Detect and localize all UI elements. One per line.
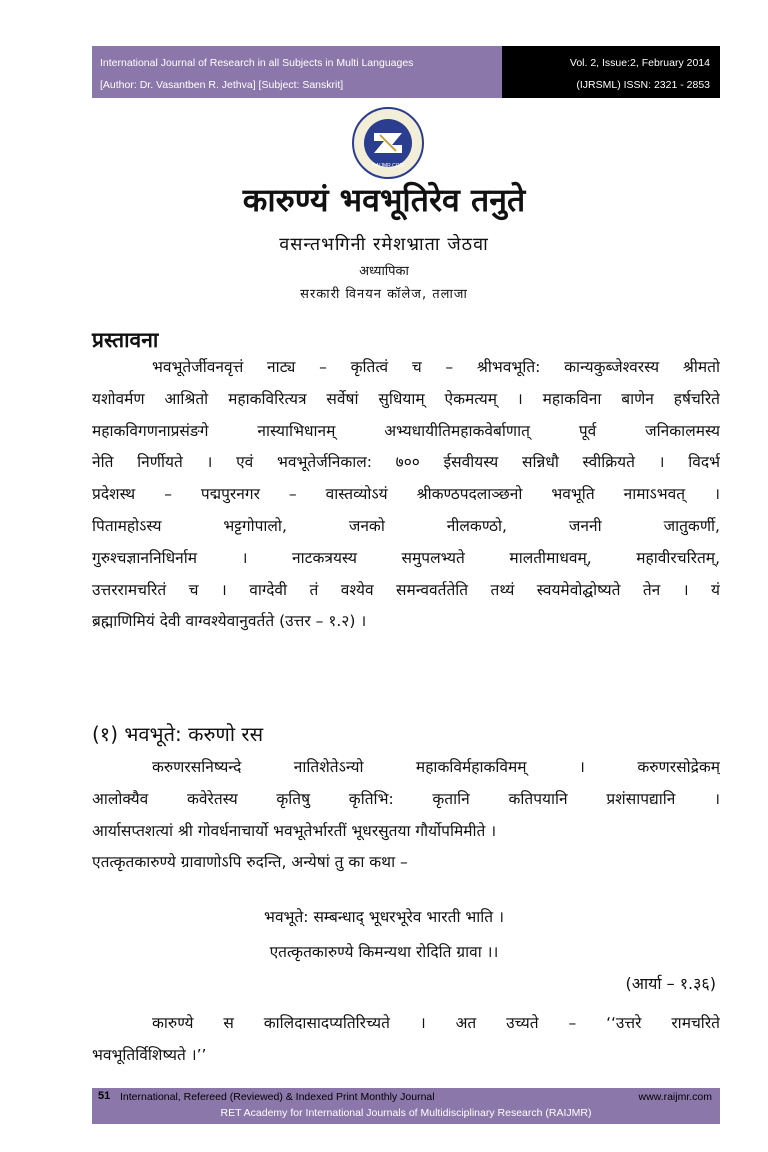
journal-name: International Journal of Research in all Subjects in Multi Languages bbox=[100, 57, 414, 69]
paragraph-line: उत्तररामचरितं च । वाग्देवी तं वश्येव समन्ववर्ततेति तथ्यं स्वयमेवोद्घोष्यते तेन । यं bbox=[92, 580, 720, 599]
author-designation: अध्यापिका bbox=[359, 264, 409, 279]
journal-footer bbox=[92, 1088, 720, 1124]
verse-line-2: एतत्कृतकारुण्ये किमन्यथा रोदिति ग्रावा ।। bbox=[269, 943, 499, 961]
paragraph-line: पितामहोऽस्य भट्टगोपालो, जनको नीलकण्ठो, जननी जातुकर्णी, bbox=[92, 516, 720, 535]
footer-publisher: RET Academy for International Journals of Multidisciplinary Research (RAIJMR) bbox=[220, 1107, 592, 1119]
section-heading-introduction: प्रस्तावना bbox=[92, 328, 159, 352]
paragraph-line: आर्यासप्तशत्यां श्री गोवर्धनाचार्यो भवभूतेर्भारतीं भूधरसुतया गौर्योपमिमीते । bbox=[92, 821, 497, 840]
volume-info: Vol. 2, Issue:2, February 2014 bbox=[569, 57, 710, 69]
paragraph-line: भवभूतेर्जीवनवृत्तं नाट्य – कृतित्वं च – श्रीभवभूति: कान्यकुब्जेश्वरस्य श्रीमतो bbox=[152, 358, 720, 376]
header-right bbox=[502, 46, 720, 98]
paragraph-line: नेति निर्णीयते । एवं भवभूतेर्जनिकाल: ७०० ईसवीयस्य सन्निधौ स्वीक्रियते । विदर्भ bbox=[92, 453, 720, 472]
paragraph-line: गुरुश्चज्ञाननिधिर्नाम । नाटकत्रयस्य समुपलभ्यते मालतीमाधवम्, महावीरचरितम्, bbox=[92, 548, 720, 567]
footer-website: www.raijmr.com bbox=[638, 1091, 712, 1103]
author-subject: [Author: Dr. Vasantben R. Jethva] [Subject: Sanskrit] bbox=[100, 79, 344, 91]
paragraph-line: आलोक्यैव कवेरेतस्य कृतिषु कृतिभि: कृतानि कतिपयानि प्रशंसापद्यानि । bbox=[92, 789, 720, 808]
paragraph-line: महाकविगणनाप्रसंङगे नास्याभिधानम् अभ्यधायीतिमहाकवेर्बाणात् पूर्व जनिकालमस्य bbox=[92, 421, 720, 440]
paragraph-line: एतत्कृतकारुण्ये ग्रावाणोऽपि रुदन्ति, अन्येषां तु का कथा – bbox=[92, 853, 408, 872]
page-number: 51 bbox=[98, 1090, 111, 1102]
raijmr-logo bbox=[340, 105, 436, 181]
paragraph-line: ब्रह्माणिमियं देवी वाग्वश्येवानुवर्तते (उत्तर – १.२) । bbox=[92, 612, 367, 631]
closing-paragraph bbox=[92, 1008, 720, 1072]
paragraph-line: प्रदेशस्थ – पद्मपुरनगर – वास्तव्योऽयं श्रीकण्ठपदलाञ्छनो भवभूति नामाऽभवत् । bbox=[92, 485, 720, 504]
header-left bbox=[92, 46, 502, 98]
author-college: सरकारी विनयन कॉलेज, तलाजा bbox=[300, 287, 468, 302]
journal-header bbox=[92, 46, 720, 98]
paragraph-line: कारुण्ये स कालिदासादप्यतिरिच्यते । अत उच्यते – ‘‘उत्तरे रामचरिते bbox=[152, 1014, 720, 1032]
paragraph-line: भवभूतिर्विशिष्यते ।’’ bbox=[92, 1045, 207, 1064]
footer-journal-description: International, Refereed (Reviewed) & Indexed Print Monthly Journal bbox=[120, 1091, 435, 1103]
author-name: वसन्तभगिनी रमेशभ्राता जेठवा bbox=[279, 234, 489, 255]
paper-title: कारुण्यं भवभूतिरेव तनुते bbox=[242, 181, 526, 219]
karuna-paragraph bbox=[92, 752, 720, 879]
issn-info: (IJRSML) ISSN: 2321 - 2853 bbox=[576, 79, 710, 91]
paragraph-line: यशोवर्मण आश्रितो महाकविरित्यत्र सर्वेषां सुधियाम् ऐकमत्यम् । महाकविना बाणेन हर्षचरिते bbox=[92, 389, 720, 408]
verse-line-1: भवभूते: सम्बन्धाद् भूधरभूरेव भारती भाति । bbox=[264, 908, 504, 926]
logo-text: RAIJMR.COM bbox=[372, 163, 404, 169]
paragraph-line: करुणरसनिष्यन्दे नातिशेतेऽन्यो महाकविर्महाकविमम् । करुणरसोद्रेकम् bbox=[152, 758, 720, 776]
introduction-paragraph bbox=[92, 352, 720, 638]
verse-reference: (आर्या – १.३६) bbox=[625, 974, 716, 993]
section-heading-karuna-rasa: (१) भवभूते: करुणो रस bbox=[92, 722, 264, 746]
